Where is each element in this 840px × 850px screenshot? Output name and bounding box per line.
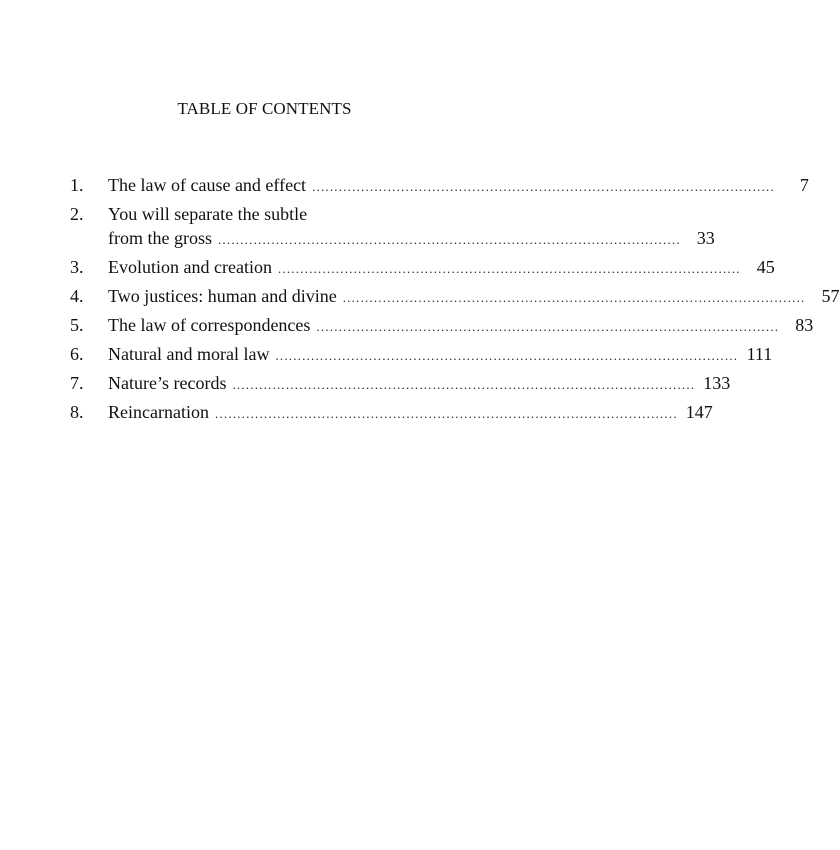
dot-leader: ........................................................................................................: [232, 377, 696, 392]
entry-number: 6.: [70, 344, 84, 364]
entry-page-number: 83: [795, 315, 814, 335]
table-of-contents: [70, 173, 840, 429]
toc-entry-3[interactable]: [70, 255, 775, 281]
dot-leader: ........................................................................................................: [277, 261, 741, 276]
entry-title: The law of correspondences: [108, 315, 311, 335]
toc-entry-6[interactable]: [70, 342, 773, 368]
toc-entry-1[interactable]: [70, 173, 809, 199]
entry-page-number: 147: [685, 402, 713, 422]
entry-title: Two justices: human and divine: [108, 286, 337, 306]
dot-leader: ........................................................................................................: [275, 348, 739, 363]
entry-number: 5.: [70, 315, 84, 335]
entry-number: 3.: [70, 257, 84, 277]
dot-leader: ........................................................................................................: [217, 232, 681, 247]
toc-entry-7[interactable]: [70, 371, 731, 397]
entry-number: 4.: [70, 286, 84, 306]
toc-entry-4[interactable]: [70, 284, 840, 310]
toc-entry-5[interactable]: [70, 313, 814, 339]
entry-title-line: You will separate the subtle: [108, 204, 308, 224]
toc-entry-8[interactable]: [70, 400, 713, 426]
entry-title: Reincarnation: [108, 402, 209, 422]
entry-page-number: 33: [696, 228, 715, 248]
dot-leader: ........................................................................................................: [214, 406, 678, 421]
toc-entry-2[interactable]: [70, 202, 715, 252]
entry-page-number: 45: [756, 257, 775, 277]
entry-number: 2.: [70, 204, 84, 224]
dot-leader: ........................................................................................................: [342, 290, 806, 305]
entry-title: Evolution and creation: [108, 257, 272, 277]
entry-page-number: 7: [799, 175, 809, 195]
entry-page-number: 111: [746, 344, 773, 364]
dot-leader: ........................................................................................................: [316, 319, 780, 334]
entry-title: The law of cause and effect: [108, 175, 307, 195]
dot-leader: ........................................................................................................: [312, 179, 775, 194]
page-title: TABLE OF CONTENTS: [177, 99, 352, 118]
entry-number: 1.: [70, 175, 84, 195]
entry-title: Natural and moral law: [108, 344, 270, 364]
entry-title: Nature’s records: [108, 373, 227, 393]
entry-number: 8.: [70, 402, 84, 422]
entry-page-number: 133: [703, 373, 731, 393]
entry-number: 7.: [70, 373, 84, 393]
entry-title-line: from the gross: [108, 228, 212, 248]
entry-page-number: 57: [821, 286, 840, 306]
